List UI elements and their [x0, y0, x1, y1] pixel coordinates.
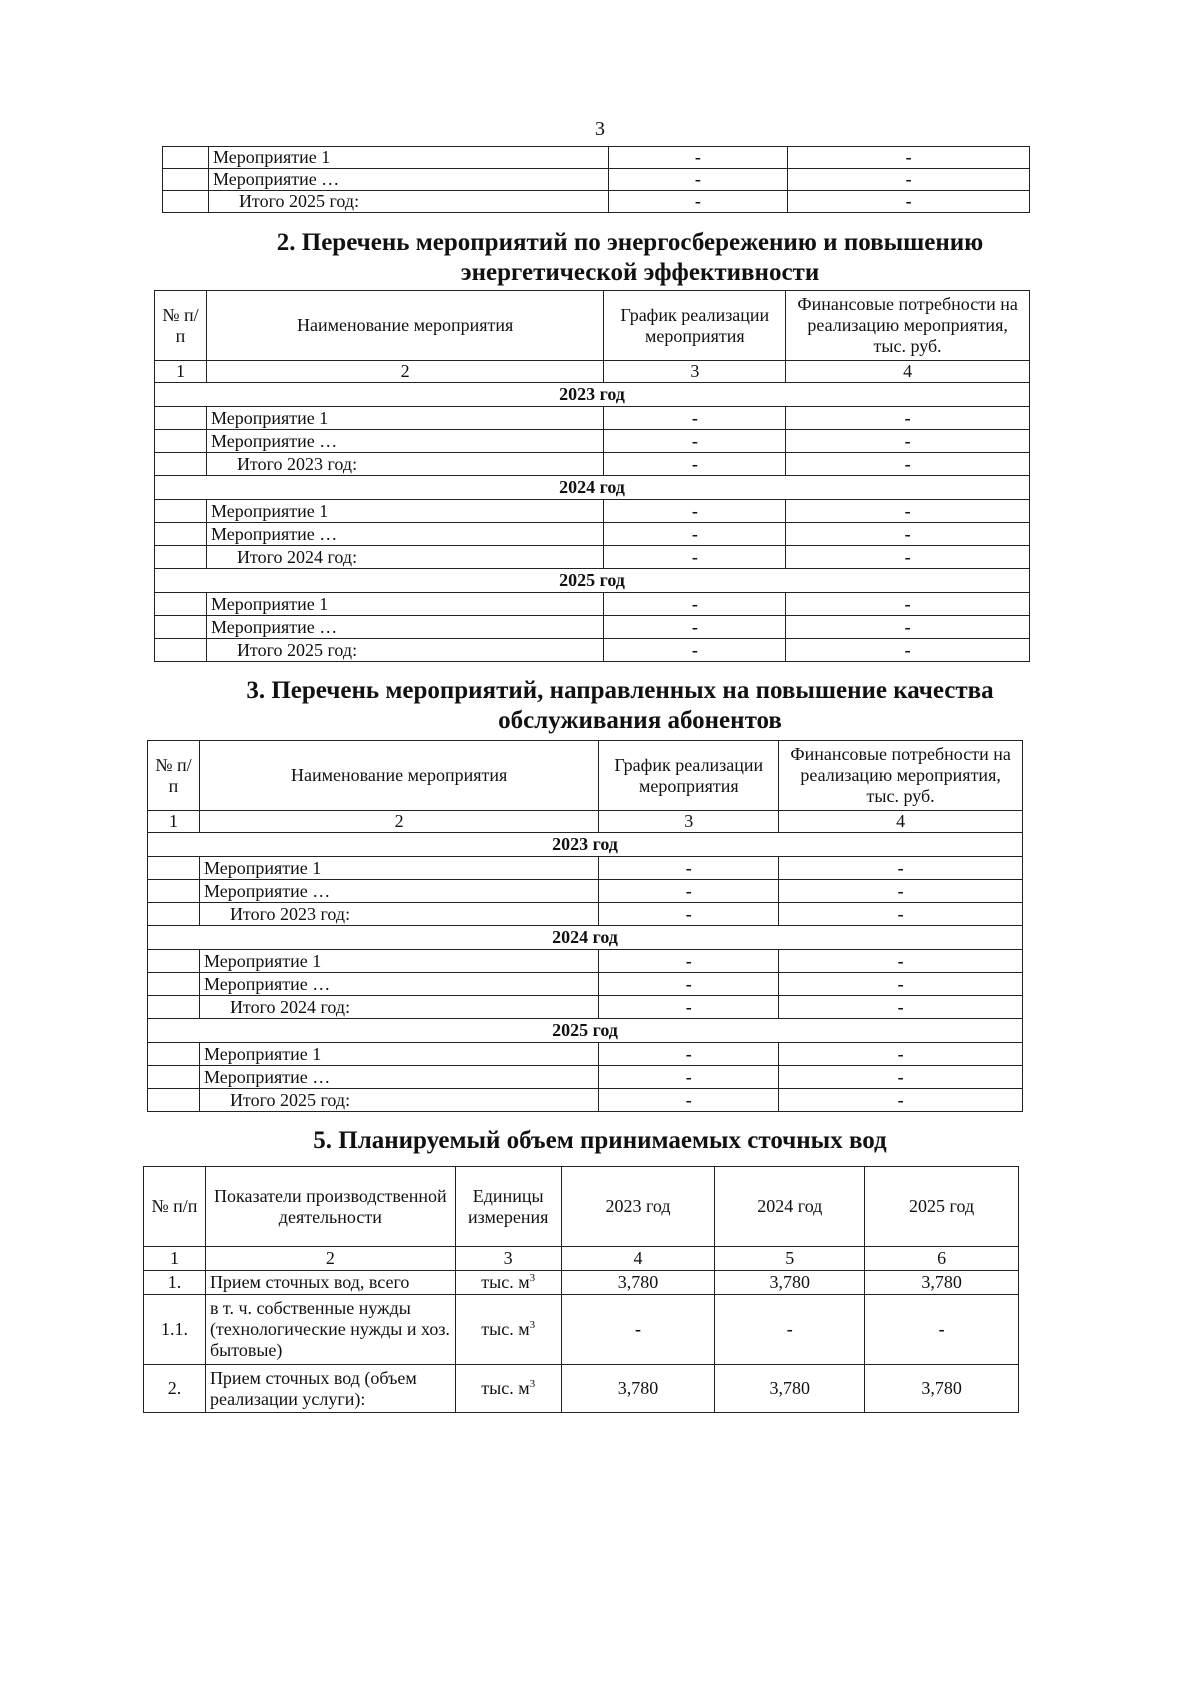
col-header-unit: Единицы измерения — [455, 1167, 561, 1247]
table-row — [144, 1295, 1019, 1365]
finance-cell: - — [779, 950, 1023, 973]
unit-base: тыс. м — [481, 1378, 530, 1399]
schedule-cell: - — [599, 1089, 779, 1112]
table-row — [155, 593, 1030, 616]
schedule-cell: - — [604, 430, 786, 453]
finance-cell: - — [788, 169, 1030, 191]
year-label: 2024 год — [148, 926, 1023, 950]
section5-table — [143, 1166, 1019, 1413]
table-row — [148, 857, 1023, 880]
year-label: 2023 год — [155, 383, 1030, 407]
finance-cell: - — [786, 616, 1030, 639]
section3-table — [147, 740, 1023, 1112]
finance-cell: - — [786, 546, 1030, 569]
section2-title-line1: 2. Перечень мероприятий по энергосбережению и повышению — [276, 229, 984, 256]
value-2025: 3,780 — [865, 1365, 1019, 1413]
finance-cell: - — [779, 1066, 1023, 1089]
schedule-cell: - — [604, 616, 786, 639]
value-2024: 3,780 — [715, 1365, 865, 1413]
table-row — [163, 191, 1030, 213]
header-row — [155, 291, 1030, 361]
continued-table — [162, 146, 1030, 213]
col-number: 2 — [206, 361, 603, 383]
row-name: Мероприятие … — [208, 169, 608, 191]
schedule-cell: - — [604, 500, 786, 523]
schedule-cell: - — [599, 880, 779, 903]
year-label: 2024 год — [155, 476, 1030, 500]
page-number: 3 — [595, 118, 605, 140]
finance-cell: - — [779, 880, 1023, 903]
unit-cell — [455, 1365, 561, 1413]
year-row — [155, 569, 1030, 593]
section3-title-line2: обслуживания абонентов — [498, 707, 782, 734]
unit-sup: 3 — [529, 1378, 536, 1391]
schedule-cell: - — [599, 1043, 779, 1066]
finance-cell: - — [779, 1089, 1023, 1112]
col-number: 4 — [561, 1247, 715, 1271]
schedule-cell: - — [604, 639, 786, 662]
table-row — [144, 1271, 1019, 1295]
col-number: 2 — [205, 1247, 455, 1271]
row-name: Итого 2023 год: — [206, 453, 603, 476]
schedule-cell: - — [604, 546, 786, 569]
finance-cell: - — [779, 857, 1023, 880]
year-label: 2025 год — [155, 569, 1030, 593]
table-row — [155, 639, 1030, 662]
table-row — [148, 1089, 1023, 1112]
unit-cell — [455, 1271, 561, 1295]
row-name: Мероприятие … — [206, 430, 603, 453]
row-name: Мероприятие … — [199, 973, 598, 996]
row-name: Итого 2024 год: — [206, 546, 603, 569]
row-name: Мероприятие … — [206, 523, 603, 546]
col-header-2025: 2025 год — [865, 1167, 1019, 1247]
value-2023: 3,780 — [561, 1365, 715, 1413]
schedule-cell: - — [604, 593, 786, 616]
col-number: 1 — [155, 361, 207, 383]
col-header-2023: 2023 год — [561, 1167, 715, 1247]
table-row — [163, 169, 1030, 191]
row-name: Итого 2024 год: — [199, 996, 598, 1019]
finance-cell: - — [786, 593, 1030, 616]
row-name: Мероприятие 1 — [206, 593, 603, 616]
col-number: 6 — [865, 1247, 1019, 1271]
unit-base: тыс. м — [481, 1272, 530, 1293]
table-row — [155, 616, 1030, 639]
value-2024: 3,780 — [715, 1271, 865, 1295]
col-header-indicator: Показатели производственной деятельности — [205, 1167, 455, 1247]
col-header-no: № п/п — [148, 741, 200, 811]
section2-table — [154, 290, 1030, 662]
year-label: 2023 год — [148, 833, 1023, 857]
finance-cell: - — [779, 1043, 1023, 1066]
finance-cell: - — [779, 903, 1023, 926]
col-header-2024: 2024 год — [715, 1167, 865, 1247]
row-number: 1. — [144, 1271, 206, 1295]
year-label: 2025 год — [148, 1019, 1023, 1043]
table-row — [155, 523, 1030, 546]
value-2023: - — [561, 1295, 715, 1365]
finance-cell: - — [786, 430, 1030, 453]
schedule-cell: - — [599, 903, 779, 926]
value-2024: - — [715, 1295, 865, 1365]
indicator-cell: Прием сточных вод (объем реализации услуги): — [205, 1365, 455, 1413]
row-name: Мероприятие 1 — [206, 407, 603, 430]
table-row — [144, 1365, 1019, 1413]
schedule-cell: - — [608, 169, 788, 191]
finance-cell: - — [779, 973, 1023, 996]
finance-cell: - — [786, 453, 1030, 476]
finance-cell: - — [786, 500, 1030, 523]
table-row — [155, 430, 1030, 453]
row-name: Мероприятие 1 — [206, 500, 603, 523]
schedule-cell: - — [599, 973, 779, 996]
section3-title-line1: 3. Перечень мероприятий, направленных на повышение качества — [246, 677, 994, 704]
table-row — [148, 880, 1023, 903]
unit-cell — [455, 1295, 561, 1365]
finance-cell: - — [788, 147, 1030, 169]
row-number: 1.1. — [144, 1295, 206, 1365]
schedule-cell: - — [599, 950, 779, 973]
table-row — [148, 973, 1023, 996]
col-header-schedule: График реализации мероприятия — [599, 741, 779, 811]
year-row — [155, 476, 1030, 500]
row-name: Мероприятие 1 — [199, 857, 598, 880]
value-2023: 3,780 — [561, 1271, 715, 1295]
col-number: 3 — [604, 361, 786, 383]
finance-cell: - — [786, 523, 1030, 546]
row-name: Мероприятие 1 — [208, 147, 608, 169]
schedule-cell: - — [604, 523, 786, 546]
schedule-cell: - — [608, 191, 788, 213]
section5-title: 5. Планируемый объем принимаемых сточных вод — [313, 1127, 887, 1154]
col-number: 1 — [148, 811, 200, 833]
table-row — [163, 147, 1030, 169]
row-name: Мероприятие … — [199, 880, 598, 903]
finance-cell: - — [779, 996, 1023, 1019]
schedule-cell: - — [608, 147, 788, 169]
table-row — [148, 903, 1023, 926]
unit-sup: 3 — [529, 1319, 536, 1332]
table-row — [148, 1043, 1023, 1066]
table-row — [155, 407, 1030, 430]
col-header-no: № п/п — [144, 1167, 206, 1247]
col-number: 1 — [144, 1247, 206, 1271]
col-number: 4 — [786, 361, 1030, 383]
row-name: Итого 2023 год: — [199, 903, 598, 926]
col-number-row — [148, 811, 1023, 833]
section2-title-line2: энергетической эффективности — [460, 259, 820, 286]
row-name: Мероприятие 1 — [199, 1043, 598, 1066]
col-header-name: Наименование мероприятия — [199, 741, 598, 811]
row-name: Мероприятие … — [206, 616, 603, 639]
table-row — [148, 996, 1023, 1019]
col-header-finance: Финансовые потребности на реализацию мероприятия, тыс. руб. — [779, 741, 1023, 811]
row-name: Мероприятие … — [199, 1066, 598, 1089]
col-number-row — [144, 1247, 1019, 1271]
indicator-cell: Прием сточных вод, всего — [205, 1271, 455, 1295]
header-row — [144, 1167, 1019, 1247]
schedule-cell: - — [599, 857, 779, 880]
schedule-cell: - — [604, 407, 786, 430]
col-number-row — [155, 361, 1030, 383]
row-name: Итого 2025 год: — [208, 191, 608, 213]
col-number: 3 — [455, 1247, 561, 1271]
table-row — [155, 453, 1030, 476]
year-row — [155, 383, 1030, 407]
year-row — [148, 833, 1023, 857]
col-header-name: Наименование мероприятия — [206, 291, 603, 361]
col-header-finance: Финансовые потребности на реализацию мероприятия, тыс. руб. — [786, 291, 1030, 361]
value-2025: 3,780 — [865, 1271, 1019, 1295]
col-header-schedule: График реализации мероприятия — [604, 291, 786, 361]
indicator-cell: в т. ч. собственные нужды (технологические нужды и хоз. бытовые) — [205, 1295, 455, 1365]
table-row — [155, 500, 1030, 523]
header-row — [148, 741, 1023, 811]
value-2025: - — [865, 1295, 1019, 1365]
col-number: 3 — [599, 811, 779, 833]
finance-cell: - — [786, 639, 1030, 662]
year-row — [148, 926, 1023, 950]
col-header-no: № п/п — [155, 291, 207, 361]
unit-base: тыс. м — [481, 1319, 530, 1340]
row-number: 2. — [144, 1365, 206, 1413]
year-row — [148, 1019, 1023, 1043]
finance-cell: - — [788, 191, 1030, 213]
col-number: 4 — [779, 811, 1023, 833]
row-name: Итого 2025 год: — [206, 639, 603, 662]
col-number: 2 — [199, 811, 598, 833]
schedule-cell: - — [599, 1066, 779, 1089]
table-row — [155, 546, 1030, 569]
finance-cell: - — [786, 407, 1030, 430]
table-row — [148, 1066, 1023, 1089]
unit-sup: 3 — [529, 1272, 536, 1285]
schedule-cell: - — [599, 996, 779, 1019]
row-name: Итого 2025 год: — [199, 1089, 598, 1112]
schedule-cell: - — [604, 453, 786, 476]
col-number: 5 — [715, 1247, 865, 1271]
table-row — [148, 950, 1023, 973]
row-name: Мероприятие 1 — [199, 950, 598, 973]
